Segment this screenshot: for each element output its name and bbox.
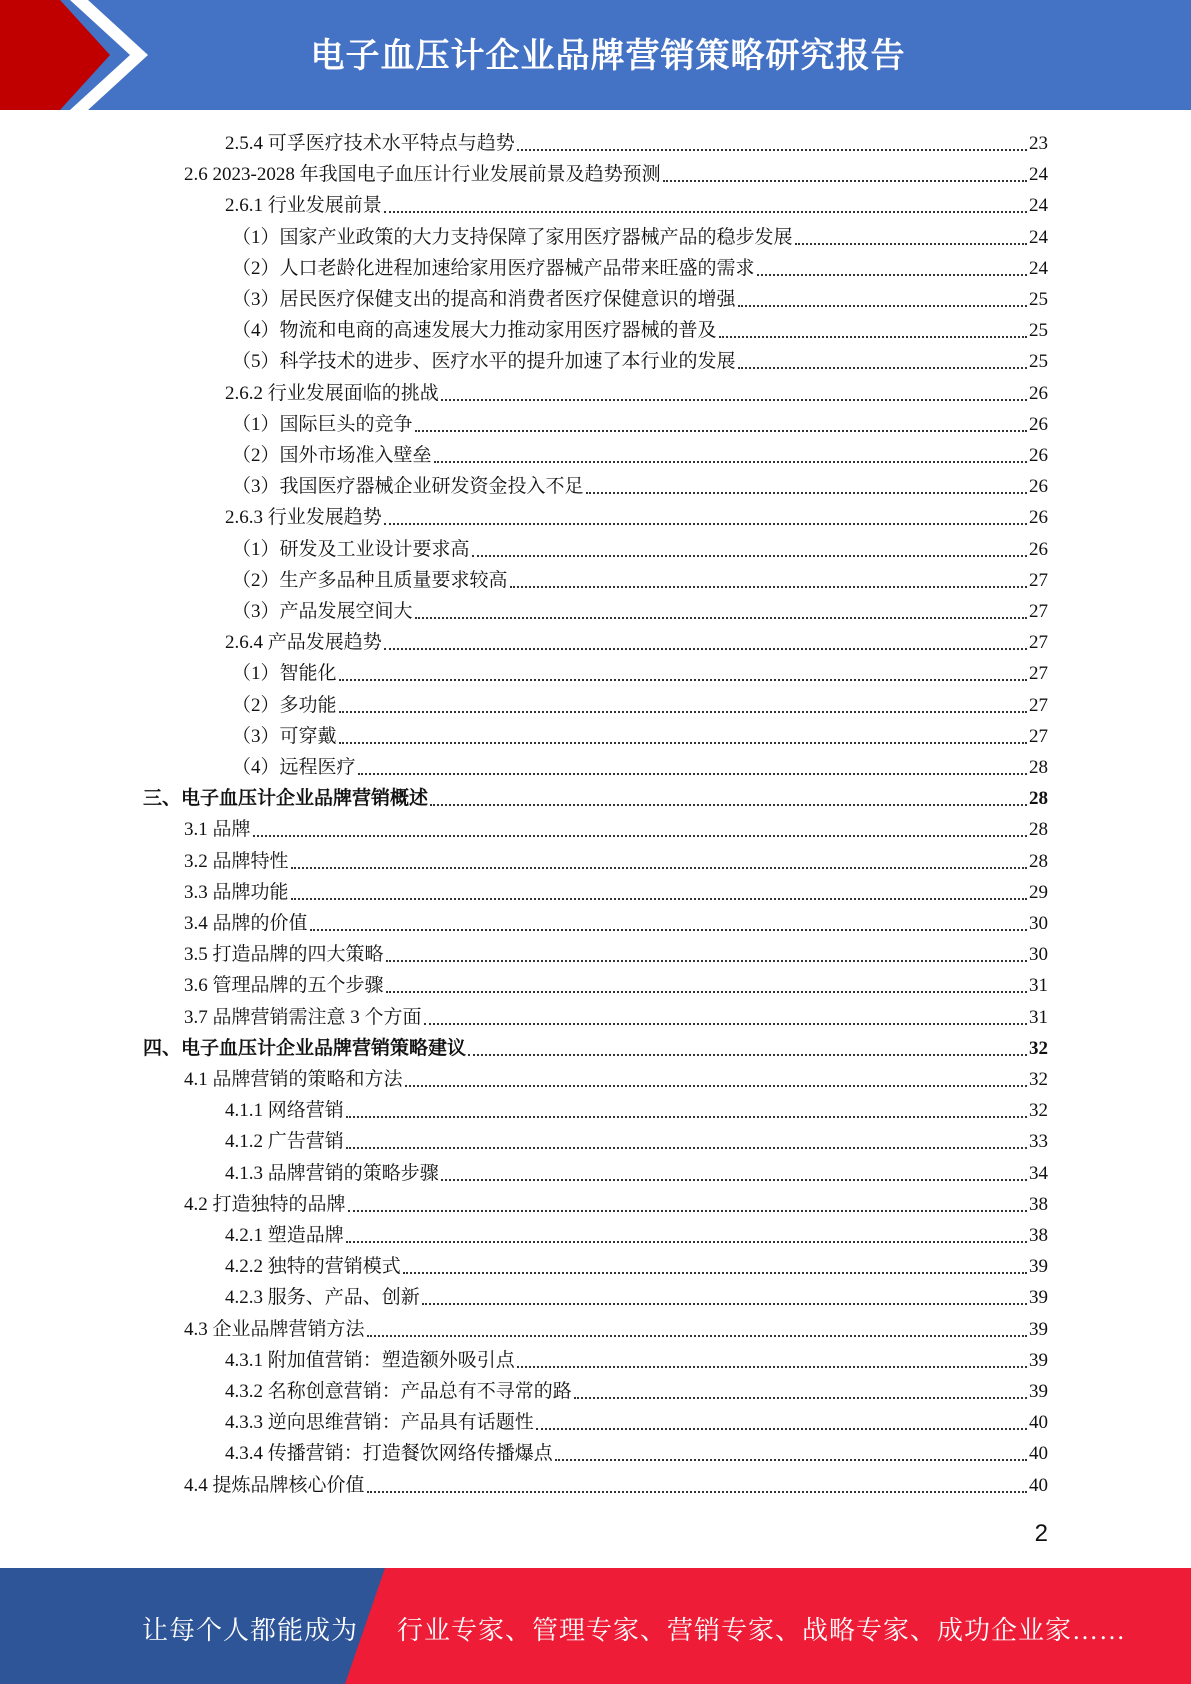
toc-entry-label: （1）国家产业政策的大力支持保障了家用医疗器械产品的稳步发展 — [232, 226, 793, 248]
page-number: 2 — [1034, 1520, 1048, 1547]
toc-dot-leader — [586, 492, 1027, 494]
toc-entry[interactable] — [225, 1344, 1048, 1375]
toc-dot-leader — [346, 1116, 1027, 1118]
toc-dot-leader — [663, 180, 1027, 182]
toc-dot-leader — [253, 835, 1027, 837]
toc-entry-label: 2.6.3 行业发展趋势 — [225, 507, 382, 529]
toc-entry[interactable] — [232, 314, 1048, 345]
toc-entry-page: 28 — [1029, 819, 1048, 841]
toc-entry-label: （2）国外市场准入壁垒 — [232, 445, 432, 466]
footer-slogan-right: 行业专家、管理专家、营销专家、战略专家、成功企业家…… — [397, 1616, 1127, 1645]
toc-entry-label: （3）居民医疗保健支出的提高和消费者医疗保健意识的增强 — [232, 289, 736, 310]
toc-entry-label: 4.2 打造独特的品牌 — [184, 1193, 346, 1215]
toc-entry[interactable] — [232, 408, 1048, 439]
toc-dot-leader — [291, 898, 1027, 900]
toc-entry-label: 4.3.2 名称创意营销：产品总有不寻常的路 — [225, 1381, 572, 1402]
toc-dot-leader — [574, 1397, 1027, 1399]
toc-entry-label: （2）多功能 — [232, 694, 337, 716]
toc-entry[interactable] — [225, 377, 1048, 408]
toc-entry-page: 26 — [1029, 413, 1048, 435]
toc-entry[interactable] — [232, 657, 1048, 688]
toc-dot-leader — [348, 1210, 1027, 1212]
toc-entry-label: 2.6.1 行业发展前景 — [225, 195, 382, 217]
toc-entry-page: 23 — [1029, 133, 1048, 154]
toc-entry-label: 3.7 品牌营销需注意 3 个方面 — [184, 1006, 422, 1028]
toc-entry[interactable] — [232, 751, 1048, 782]
toc-entry[interactable] — [225, 189, 1048, 220]
footer-slogan-left: 让每个人都能成为 — [142, 1616, 359, 1645]
toc-entry-label: （4）远程医疗 — [232, 757, 356, 778]
toc-entry-page: 27 — [1029, 601, 1048, 622]
toc-entry-page: 34 — [1029, 1162, 1048, 1184]
toc-entry-page: 30 — [1029, 944, 1048, 966]
toc-entry-label: 4.1 品牌营销的策略和方法 — [184, 1069, 403, 1090]
toc-entry[interactable] — [184, 1469, 1048, 1500]
toc-dot-leader — [517, 1366, 1027, 1368]
toc-dot-leader — [310, 929, 1027, 931]
toc-entry-label: 4.3.4 传播营销：打造餐饮网络传播爆点 — [225, 1443, 553, 1465]
toc-entry-page: 28 — [1029, 757, 1048, 778]
toc-entry-label: （1）研发及工业设计要求高 — [232, 538, 470, 560]
toc-dot-leader — [358, 773, 1027, 775]
toc-entry[interactable] — [184, 1313, 1048, 1344]
toc-entry[interactable] — [184, 938, 1048, 969]
toc-entry-label: （3）可穿戴 — [232, 725, 337, 747]
toc-entry-page: 26 — [1029, 382, 1048, 404]
toc-entry[interactable] — [225, 1375, 1048, 1406]
toc-entry-page: 24 — [1029, 257, 1048, 279]
toc-entry-label: （1）国际巨头的竞争 — [232, 413, 413, 435]
toc-entry-label: 三、电子血压计企业品牌营销概述 — [143, 788, 429, 810]
toc-entry-label: 四、电子血压计企业品牌营销策略建议 — [143, 1037, 467, 1059]
toc-entry-label: （5）科学技术的进步、医疗水平的提升加速了本行业的发展 — [232, 351, 736, 373]
toc-entry-page: 28 — [1029, 788, 1048, 810]
toc-entry-page: 32 — [1029, 1069, 1048, 1090]
toc-entry-label: 3.1 品牌 — [184, 819, 251, 841]
toc-entry-page: 27 — [1029, 663, 1048, 685]
toc-entry-label: 2.6.2 行业发展面临的挑战 — [225, 382, 439, 404]
toc-entry-page: 40 — [1029, 1474, 1048, 1496]
toc-dot-leader — [719, 336, 1027, 338]
toc-dot-leader — [384, 211, 1027, 213]
toc-entry[interactable] — [232, 345, 1048, 376]
toc-entry-page: 38 — [1029, 1225, 1048, 1246]
toc-entry-page: 40 — [1029, 1443, 1048, 1465]
toc-entry-label: 4.2.2 独特的营销模式 — [225, 1256, 401, 1278]
toc-entry-label: （3）我国医疗器械企业研发资金投入不足 — [232, 476, 584, 498]
report-title: 电子血压计企业品牌营销策略研究报告 — [310, 36, 906, 76]
toc-dot-leader — [468, 1054, 1027, 1056]
toc-dot-leader — [339, 742, 1027, 744]
toc-dot-leader — [441, 399, 1027, 401]
toc-entry-label: 4.1.3 品牌营销的策略步骤 — [225, 1162, 439, 1184]
toc-entry[interactable] — [225, 1219, 1048, 1250]
toc-dot-leader — [536, 1428, 1027, 1430]
toc-dot-leader — [346, 1241, 1027, 1243]
toc-dot-leader — [441, 1179, 1027, 1181]
toc-dot-leader — [346, 1147, 1027, 1149]
toc-dot-leader — [424, 1023, 1027, 1025]
toc-entry-page: 26 — [1029, 538, 1048, 560]
toc-entry[interactable] — [143, 1032, 1048, 1063]
toc-entry-page: 39 — [1029, 1381, 1048, 1402]
toc-entry-page: 39 — [1029, 1349, 1048, 1371]
toc-entry[interactable] — [225, 1281, 1048, 1312]
toc-entry[interactable] — [184, 969, 1048, 1000]
toc-dot-leader — [339, 679, 1027, 681]
toc-entry-page: 24 — [1029, 195, 1048, 217]
toc-entry-label: 3.2 品牌特性 — [184, 850, 289, 872]
toc-entry-label: 4.2.1 塑造品牌 — [225, 1225, 344, 1246]
toc-entry-page: 29 — [1029, 881, 1048, 903]
toc-dot-leader — [403, 1272, 1027, 1274]
toc-entry-label: （2）人口老龄化进程加速给家用医疗器械产品带来旺盛的需求 — [232, 257, 755, 279]
toc-entry-page: 33 — [1029, 1131, 1048, 1153]
toc-entry-label: 2.6 2023-2028 年我国电子血压计行业发展前景及趋势预测 — [184, 164, 661, 186]
toc-entry[interactable] — [225, 1125, 1048, 1156]
toc-entry[interactable] — [184, 876, 1048, 907]
report-header — [0, 0, 1191, 110]
toc-entry-label: 4.1.1 网络营销 — [225, 1100, 344, 1122]
toc-entry[interactable] — [184, 907, 1048, 938]
toc-entry[interactable] — [232, 595, 1048, 626]
toc-entry-label: 4.3.3 逆向思维营销：产品具有话题性 — [225, 1412, 534, 1434]
toc-entry[interactable] — [232, 439, 1048, 470]
toc-dot-leader — [510, 586, 1027, 588]
toc-dot-leader — [339, 711, 1027, 713]
toc-entry[interactable] — [232, 533, 1048, 564]
toc-entry[interactable] — [225, 1437, 1048, 1468]
toc-entry-label: 4.3 企业品牌营销方法 — [184, 1318, 365, 1340]
toc-dot-leader — [555, 1459, 1027, 1461]
toc-entry-label: 2.5.4 可孚医疗技术水平特点与趋势 — [225, 133, 515, 154]
toc-entry-page: 32 — [1029, 1037, 1048, 1059]
toc-entry-label: （2）生产多品种且质量要求较高 — [232, 569, 508, 591]
toc-entry[interactable] — [184, 813, 1048, 844]
toc-dot-leader — [472, 555, 1027, 557]
toc-dot-leader — [422, 1303, 1027, 1305]
toc-entry-page: 25 — [1029, 351, 1048, 373]
toc-entry-page: 25 — [1029, 320, 1048, 342]
toc-dot-leader — [795, 243, 1027, 245]
toc-entry-page: 30 — [1029, 913, 1048, 934]
toc-dot-leader — [386, 960, 1027, 962]
toc-entry-page: 32 — [1029, 1100, 1048, 1122]
toc-entry[interactable] — [184, 158, 1048, 189]
toc-dot-leader — [757, 274, 1027, 276]
toc-entry-page: 27 — [1029, 694, 1048, 716]
toc-dot-leader — [415, 430, 1027, 432]
toc-entry-label: 3.3 品牌功能 — [184, 881, 289, 903]
toc-entry[interactable] — [232, 283, 1048, 314]
toc-entry-page: 39 — [1029, 1318, 1048, 1340]
toc-entry-label: （4）物流和电商的高速发展大力推动家用医疗器械的普及 — [232, 320, 717, 342]
toc-entry-page: 39 — [1029, 1256, 1048, 1278]
toc-entry-label: （1）智能化 — [232, 663, 337, 685]
toc-entry-label: 2.6.4 产品发展趋势 — [225, 632, 382, 654]
toc-entry-label: 3.4 品牌的价值 — [184, 913, 308, 934]
toc-dot-leader — [415, 617, 1027, 619]
toc-entry[interactable] — [232, 470, 1048, 501]
toc-entry-page: 27 — [1029, 725, 1048, 747]
toc-dot-leader — [405, 1085, 1027, 1087]
toc-dot-leader — [738, 305, 1027, 307]
toc-dot-leader — [434, 461, 1027, 463]
toc-entry[interactable] — [184, 1001, 1048, 1032]
toc-dot-leader — [367, 1491, 1027, 1493]
toc-entry-page: 26 — [1029, 445, 1048, 466]
toc-entry-page: 31 — [1029, 975, 1048, 997]
toc-entry-label: 4.3.1 附加值营销：塑造额外吸引点 — [225, 1349, 515, 1371]
toc-entry-page: 28 — [1029, 850, 1048, 872]
toc-entry[interactable] — [232, 720, 1048, 751]
toc-dot-leader — [738, 367, 1027, 369]
toc-entry[interactable] — [225, 1406, 1048, 1437]
toc-entry[interactable] — [184, 845, 1048, 876]
toc-entry-page: 26 — [1029, 507, 1048, 529]
toc-entry-page: 40 — [1029, 1412, 1048, 1434]
toc-dot-leader — [367, 1335, 1027, 1337]
toc-entry[interactable] — [232, 221, 1048, 252]
toc-entry[interactable] — [225, 1250, 1048, 1281]
toc-entry[interactable] — [184, 1188, 1048, 1219]
toc-entry-label: 4.4 提炼品牌核心价值 — [184, 1474, 365, 1496]
toc-entry-label: 3.6 管理品牌的五个步骤 — [184, 975, 384, 997]
toc-entry-label: （3）产品发展空间大 — [232, 601, 413, 622]
toc-entry[interactable] — [232, 564, 1048, 595]
toc-entry-page: 24 — [1029, 164, 1048, 186]
toc-dot-leader — [384, 648, 1027, 650]
toc-entry-page: 24 — [1029, 226, 1048, 248]
toc-entry-page: 27 — [1029, 632, 1048, 654]
toc-entry[interactable] — [143, 782, 1048, 813]
toc-entry-label: 4.2.3 服务、产品、创新 — [225, 1287, 420, 1309]
toc-entry[interactable] — [225, 626, 1048, 657]
toc-dot-leader — [291, 867, 1027, 869]
toc-entry[interactable] — [232, 252, 1048, 283]
toc-dot-leader — [517, 149, 1027, 151]
toc-entry[interactable] — [184, 1063, 1048, 1094]
toc-entry-page: 26 — [1029, 476, 1048, 498]
toc-dot-leader — [384, 523, 1027, 525]
toc-entry-label: 3.5 打造品牌的四大策略 — [184, 944, 384, 966]
toc-entry-page: 39 — [1029, 1287, 1048, 1309]
toc-entry[interactable] — [225, 127, 1048, 158]
toc-entry[interactable] — [225, 1094, 1048, 1125]
toc-entry[interactable] — [232, 689, 1048, 720]
toc-dot-leader — [386, 991, 1027, 993]
toc-dot-leader — [430, 804, 1027, 806]
toc-entry-page: 38 — [1029, 1193, 1048, 1215]
toc-entry-page: 25 — [1029, 289, 1048, 310]
toc-entry[interactable] — [225, 1157, 1048, 1188]
toc-entry[interactable] — [225, 501, 1048, 532]
toc-entry-page: 31 — [1029, 1006, 1048, 1028]
toc-entry-label: 4.1.2 广告营销 — [225, 1131, 344, 1153]
toc-entry-page: 27 — [1029, 569, 1048, 591]
footer-banner — [0, 1568, 1191, 1684]
